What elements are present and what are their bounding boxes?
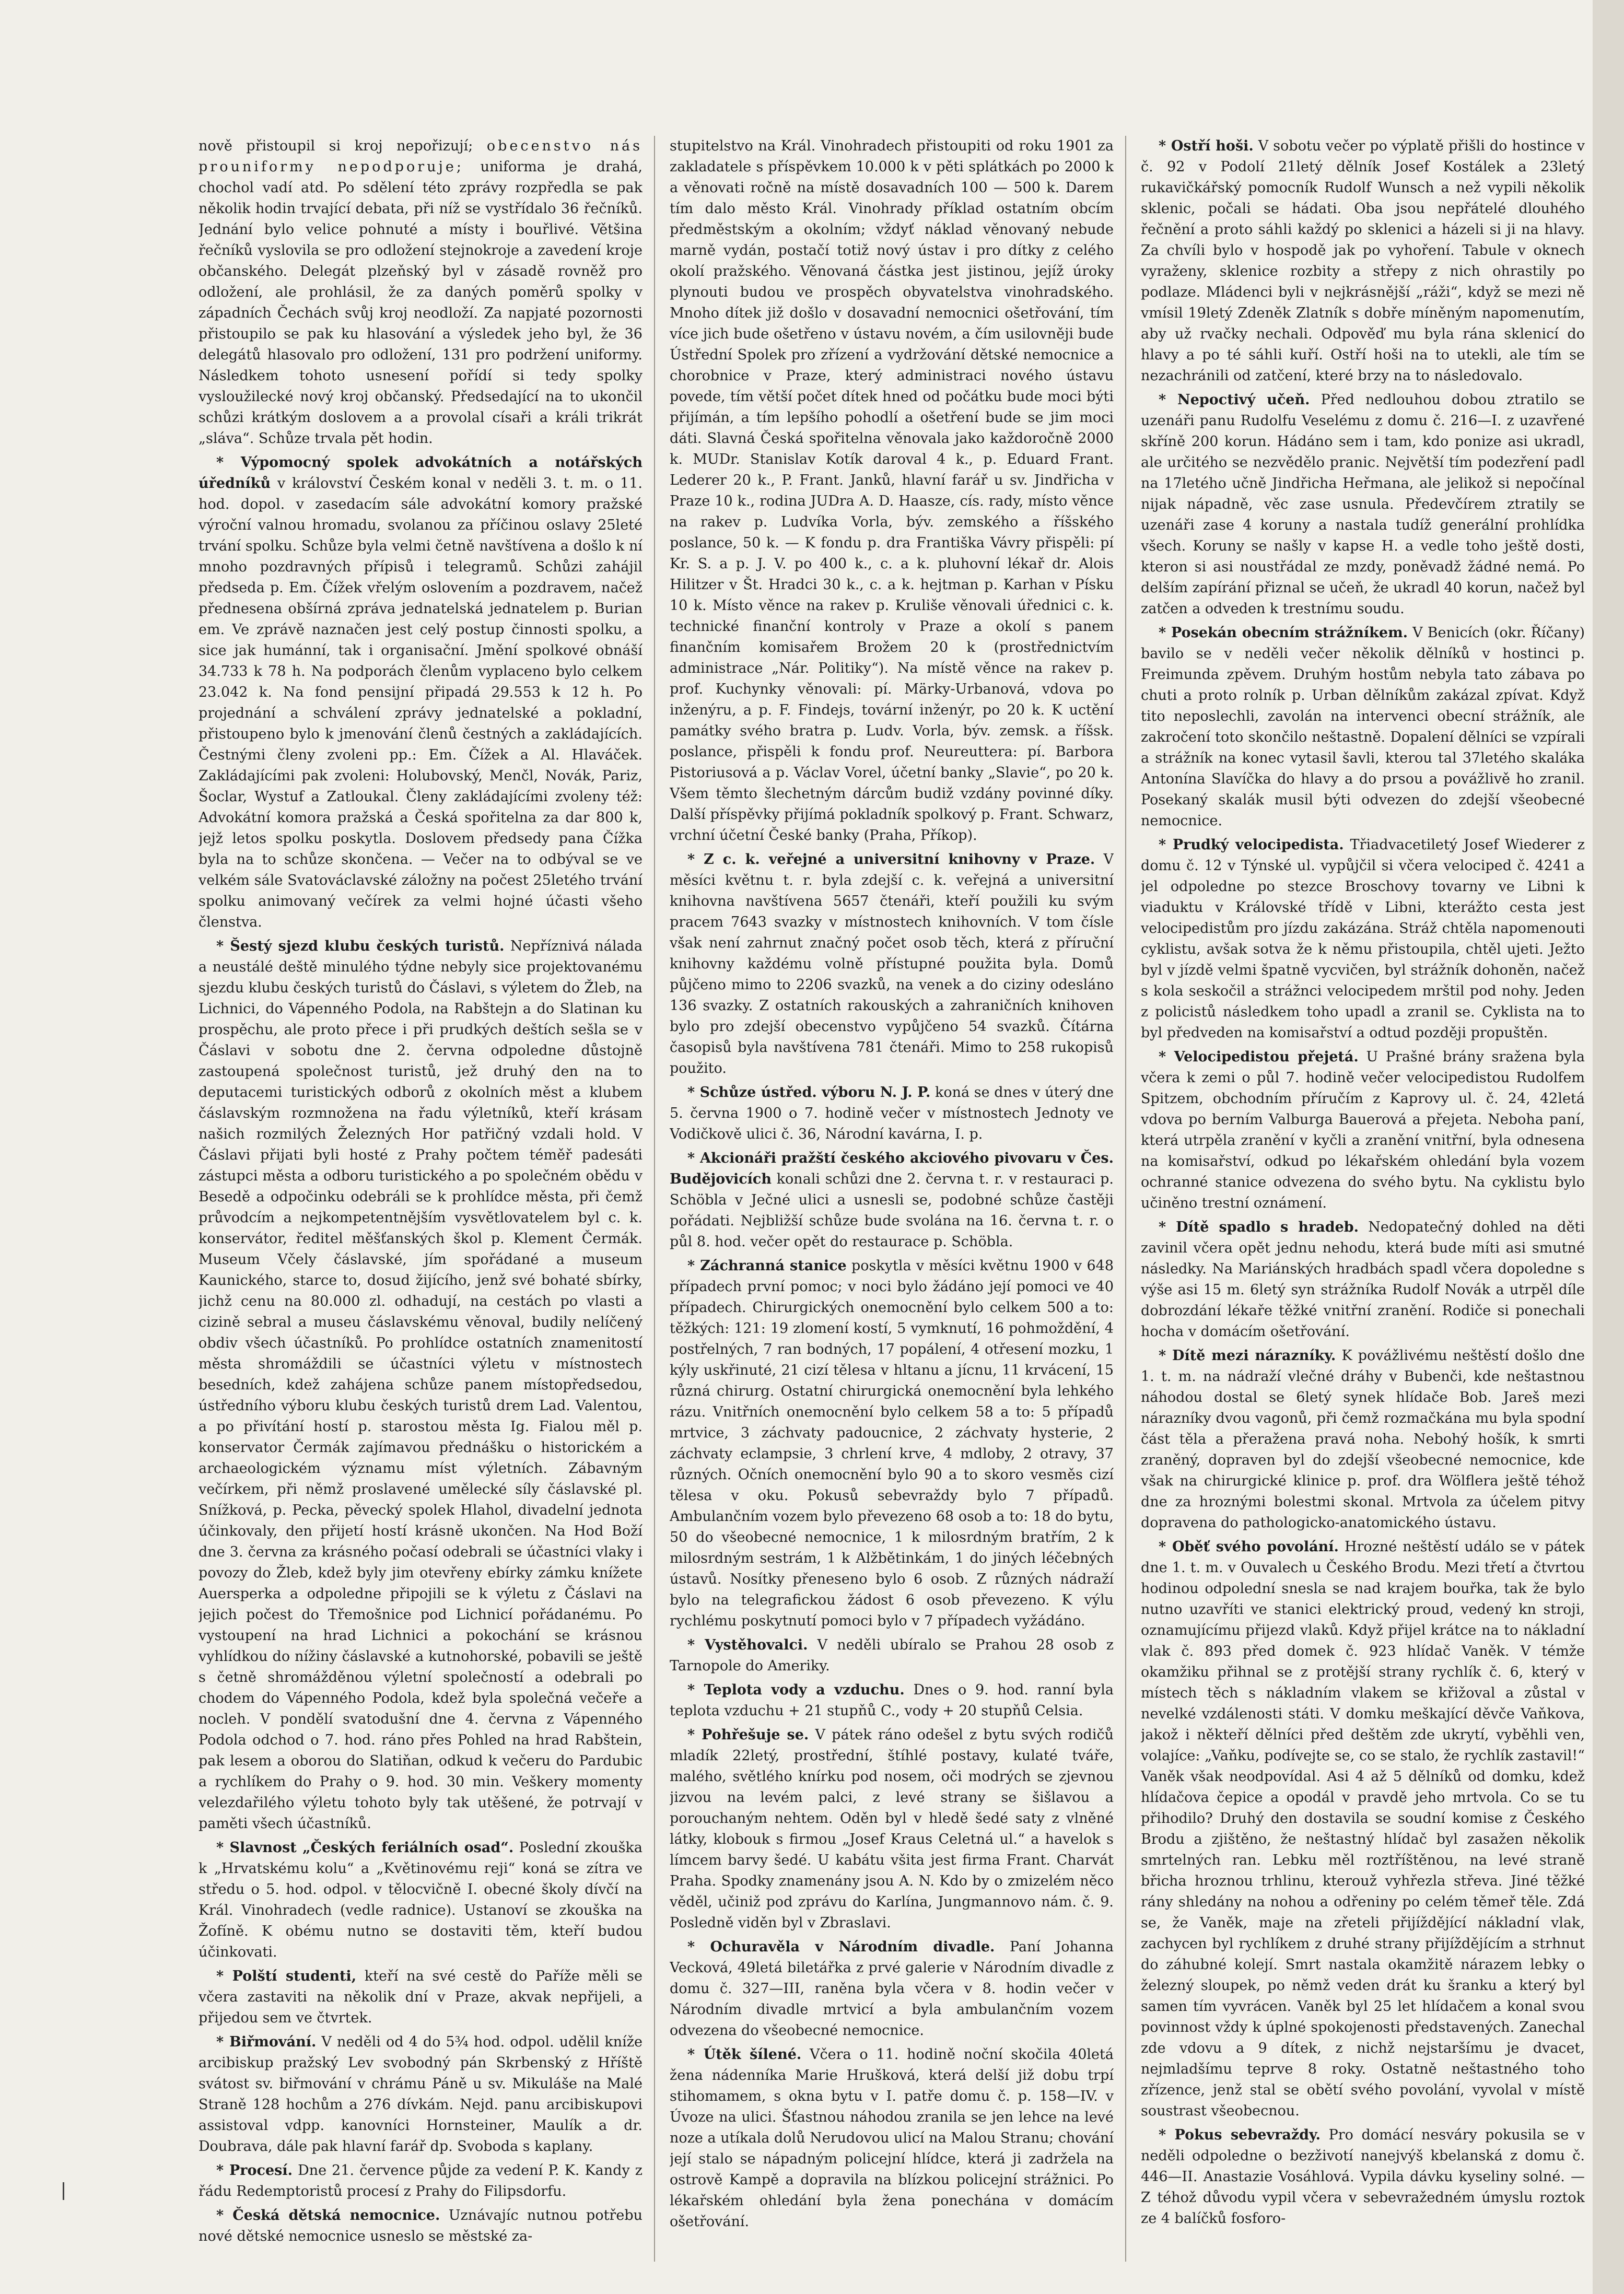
- article-text: v království Českém konal v neděli 3. t. m. o 11. hod. dopol. v zasedacím sále advokátní komory pražské výroční valnou hromadu, svolanou za příčinou oslavy 25leté trvání spolku. Schůze byla velmi četně navštívena a došlo k ní mnoho pozdravných přípisů i telegramů. Schůzi zahájil předseda p. Em. Čížek vřelým oslovením a pozdravem, načež přednesena obšírná zpráva jednatelská jednatelem p. Burian em. Ve zprávě naznačen jest celý postup činnosti spolku, a sice jak humánní, tak i organisační. Jmění spolkové obnáší 34.733 k 78 h. Na podporách členům vyplaceno bylo celkem 23.042 k. Na fond pensijní připadá 29.553 k 12 h. Po projednání a schválení zprávy jednatelské a pokladní, přistoupeno bylo k jmenování členů čestných a zakládajících. Čestnými členy zvoleni pp.: Em. Čížek a Al. Hlaváček. Zakládajícími pak zvoleni: Holubovský, Menčl, Novák, Pariz, Šoclar, Wystuf a Zatloukal. Členy zakládajícími zvoleny též: Advokátní komora pražská a Česká spořitelna za dar 800 k, jejž letos spolku poskytla. Doslovem předsedy pana Čížka byla na to schůze skončena. — Večer na to odbýval se ve velkém sále Svatováclavské záložny na počest 25letého trvání spolku animovaný večírek za velmi hojné účasti všeho členstva.: [198, 475, 642, 930]
- article-paragraph: [670, 1937, 1114, 2041]
- article-text: V neděli od 4 do 5¾ hod. odpol. udělil kníže arcibiskup pražský Lev svobodný pán Skrbenský z Hříště svátost sv. biřmování v chrámu Páně u sv. Mikuláše na Malé Straně 128 hochům a 276 dívkám. Nejd. panu arcibiskupovi assistoval vdpp. kanovníci Hornsteiner, Maulík a dr. Doubrava, dále pak hlavní farář dp. Svoboda s kaplany.: [198, 2034, 642, 2155]
- article-headline: * Procesí.: [216, 2162, 293, 2179]
- article-headline: * Dítě mezi nárazníky.: [1159, 1348, 1336, 1364]
- article-paragraph: [670, 2044, 1114, 2232]
- article-paragraph: [198, 2032, 642, 2157]
- column-1: [198, 136, 642, 2262]
- article-text: V neděli ubíralo se Prahou 28 osob z Tarnopole do Ameriky.: [670, 1637, 1114, 1674]
- article-paragraph: [670, 136, 1114, 846]
- column-3: [1141, 136, 1585, 2262]
- article-headline: * Šestý sjezd klubu českých turistů.: [216, 938, 505, 954]
- article-text: U Prašné brány sražena byla včera k zemi o půl 7. hodině večer velocipedistou Rudolfem Spitzem, obchodním příručím z Kaprovy ul. č. 24, 42letá vdova po berním Valburga Bauerová a přejeta. Neboha paní, která utrpěla zranění v kyčli a zranění vnitřní, byla odnesena na komisařství, odkud po lékařském ohledání byla vozem ochranné stanice odvezena do svého bytu. Na cyklistu bylo učiněno trestní oznámení.: [1141, 1049, 1585, 1211]
- article-text: Třiadvacetiletý Josef Wiederer z domu č. 12 v Týnské ul. vypůjčil si včera velociped č. 4241 a jel odpoledne po stezce Broschovy tovarny ve Libni k viaduktu v Královské třídě v Libni, kterážto cesta jest velocipedistům pro jízdu zakázána. Stráž chtěla napomenouti cyklistu, avšak sotva že k němu přistoupila, chtěl ujeti. Ježto byl v jízdě velmi špatně vycvičen, byl strážník dohoněn, načež s kola seskočil a strážnci velocipedem mrštil pod nohy. Jeden z policistů následkem toho upadl a zranil se. Cyklista na to byl předveden na komisařství a odtud později propuštěn.: [1141, 837, 1585, 1041]
- article-headline: * Akcionáři pražští českého akciového pivovaru v Čes. Budějovicích: [670, 1150, 1114, 1187]
- article-headline: * Česká dětská nemocnice.: [216, 2207, 440, 2223]
- article-text: kteří na své cestě do Paříže měli se včera zastaviti na několik dní v Praze, akvak nepřijeli, a přijedou sem ve čtvrtek.: [198, 1968, 642, 2026]
- article-text: Včera o 11. hodině noční skočila 40letá žena nádenníka Marie Hrušková, která delší již dobu trpí stihomamem, s okna bytu v I. patře domu č. p. 158—IV. v Úvoze na ulici. Šťastnou náhodou zranila se jen lehce na levé noze a utíkala dolů Nerudovou ulicí na Malou Stranu; chování její stalo se nápadným policejní hlídce, která ji zadržela na ostrově Kampě a dopravila na blízkou policejní strážnici. Po lékařském ohledání byla žena ponechána v domácím ošetřování.: [670, 2046, 1114, 2230]
- article-headline: * Polští studenti,: [216, 1968, 357, 1984]
- article-headline: * Pokus sebevraždy.: [1159, 2127, 1321, 2143]
- article-paragraph: [198, 1837, 642, 1963]
- article-text: V sobotu večer po výplatě přišli do hostince v č. 92 v Podolí 21letý dělník Josef Kostálek a 23letý rukavičkářský pomocník Rudolf Wunsch a než vypili několik sklenic, počali se hádati. Oba jsou nepřátelé dlouhého řečnění a proto sáhli každý po sklenici a házeli si ji na hlavy. Za chvíli bylo v hospodě jak po vyhoření. Tabule v oknech vyraženy, sklenice rozbity a střepy z nich ohrastily po podlaze. Mládenci byli v nejkrásnější „ráži“, když se mezi ně vmísil 19letý Zdeněk Zlatník s dobře míněným napomenutím, aby už rvačky nechali. Odpověď mu byla rána sklenicí do hlavy a po té sáhli kuří. Ostří hoši na to utekli, ale tím se nezachránili od zatčení, které brzy na to následovalo.: [1141, 138, 1585, 384]
- article-text: K povážlivému neštěstí došlo dne 1. t. m. na nádraží vlečné dráhy v Bubenči, kde neštastnou náhodou dostal se 6letý synek hlídače Bob. Jareš mezi nárazníky dvou vagonů, při čemž rozmačkána mu byla spodní část těla a přeražena pravá noha. Nebohý hošík, k smrti zraněný, dopraven byl do zdejší všeobecné nemocnice, kde však na chirurgické klinice p. prof. dra Wölflera ještě téhož dne za hroznými bolestmi skonal. Mrtvola za účelem pitvy dopravena do pathologicko-anatomického ústavu.: [1141, 1348, 1585, 1531]
- article-paragraph: [1141, 623, 1585, 832]
- article-text: konali schůzi dne 2. června t. r. v restauraci p. Schöbla v Ječné ulici a usnesli se, podobné schůze častěji pořádati. Nejbližší schůze bude svolána na 16. června t. r. o půl 8. hod. večer opět do restaurace p. Schöbla.: [670, 1171, 1114, 1250]
- article-text: Dnes o 9. hod. ranní byla teplota vzduchu + 21 stupňů C., vody + 20 stupňů Celsia.: [670, 1682, 1114, 1719]
- article-paragraph: [1141, 136, 1585, 387]
- article-paragraph: [670, 1082, 1114, 1145]
- article-text: Uznávajíc nutnou potřebu nové dětské nemocnice usneslo se městské za-: [198, 2207, 642, 2244]
- article-headline: * Oběť svého povolání.: [1159, 1539, 1339, 1555]
- article-text: Před nedlouhou dobou ztratilo se uzenáři panu Rudolfu Veselému z domu č. 216—I. z uzavřené skříně 200 korun. Hádáno sem i tam, kdo ponize asi ukradl, ale určitého se nezvědělo pranic. Největší tím podezření padl na 17letého učně Jindřicha Heřmana, ale jelikož si nepočínal nijak nápadně, věc zase usnula. Předevčírem ztratily se uzenáři zase 4 koruny a nastala tudíž generální prohlídka všech. Koruny se našly v kapse H. a vedle toho ještě dosti, kteron si asi noustřádal ze mzdy, poněvadž žádné nemá. Po delším zapírání přiznal se učeň, že ukradl 40 korun, načež byl zatčen a odveden k trestnímu soudu.: [1141, 392, 1585, 617]
- margin-mark: [63, 2182, 64, 2200]
- article-headline: * Výpomocný spolek advokátních a notářských úředníků: [198, 454, 642, 491]
- article-paragraph: [1141, 1047, 1585, 1214]
- article-paragraph: [1141, 1217, 1585, 1342]
- article-headline: * Záchranná stanice: [687, 1258, 847, 1274]
- article-text: nově přistoupil si kroj nepořizují;: [198, 138, 487, 154]
- article-paragraph: [670, 1148, 1114, 1253]
- article-text: Nedopatečný dohled na děti zavinil včera opět jednu nehodu, která bude míti asi smutné následky. Na Mariánských hradbách spadl včera dopoledne s výše asi 15 m. 6letý syn strážníka Rudolf Novák a utrpěl díle dobrozdání lékaře těžké vnitřní zranění. Rodiče si ponechali hocha v domácím ošetřování.: [1141, 1219, 1585, 1340]
- article-headline: * Z c. k. veřejné a universitní knihovny v Praze.: [687, 851, 1095, 868]
- article-headline: * Vystěhovalci.: [687, 1637, 808, 1653]
- article-paragraph: [670, 1635, 1114, 1677]
- article-text: obecenstvo nás prouniformy nepodporuje: [198, 138, 642, 175]
- article-headline: * Ochuravěla v Národním divadle.: [687, 1939, 995, 1955]
- article-paragraph: [670, 1256, 1114, 1632]
- article-paragraph: [670, 1680, 1114, 1722]
- article-paragraph: [1141, 2125, 1585, 2229]
- article-headline: * Prudký velocipedista.: [1159, 837, 1344, 853]
- article-text: V Benicích (okr. Říčany) bavilo se v neděli večer několik dělníků v hostinci p. Freimunda zpěvem. Druhým hostům nebyla tato zábava po chuti a proto rolník p. Urban dělníkům zakázal zpívat. Když tito neposlechli, zavolán na intervenci obecní strážník, ale zakročení toto skončilo neštastně. Dopalení dělníci se vzpírali a strážník na konec vytasil šavli, kterou tal 37letého skaláka Antonína Slavíčka do hlavy a do prsou a povážlivě ho zranil. Posekaný skalák musil býti odvezen do zdejší všeobecné nemocnice.: [1141, 625, 1585, 829]
- article-headline: * Ostří hoši.: [1159, 138, 1254, 154]
- article-headline: * Posekán obecním strážníkem.: [1159, 625, 1408, 641]
- article-paragraph: [198, 936, 642, 1834]
- article-paragraph: [198, 1966, 642, 2029]
- article-text: Dne 21. července půjde za vedení P. K. Kandy z řádu Redemptoristů procesí z Prahy do Filipsdorfu.: [198, 2162, 642, 2199]
- article-text: Paní Johanna Vecková, 49letá biletářka z prvé galerie v Národním divadle z domu č. 327—III, raněna byla včera v 8. hodin večer v Národním divadle mrtvicí a byla ambulančním vozem odvezena do všeobecné nemocnice.: [670, 1939, 1114, 2039]
- article-headline: * Velocipedistou přejetá.: [1159, 1049, 1359, 1065]
- article-text: Pro domácí nesváry pokusila se v neděli odpoledne o bezživotí nanejvýš kbelanská z domu č. 446—II. Anastazie Vosáhlová. Vypila dávku kyseliny solné. — Z téhož důvodu vypil včera v sebevražedném úmyslu roztok ze 4 balíčků fosforo-: [1141, 2127, 1585, 2227]
- article-text: V měsíci květnu t. r. byla zdejší c. k. veřejná a universitní knihovna navštívena 5657 čtenáři, kteří použili ku svým pracem 7643 svazky v místnostech knihovních. V tom čísle však není zahrnut značný počet osob těch, která z příruční knihovny každému volně přístupné použita byla. Domů půjčeno mimo to 2206 svazků, na venek a do ciziny odesláno 136 svazky. Z ostatních rakouských a zahraničních knihoven bylo pro zdejší obecenstvo vypůjčeno 54 svazků. Čítárna časopisů byla navštívena 781 čtenáři. Mimo to 258 rukopisů použito.: [670, 851, 1114, 1076]
- article-headline: * Pohřešuje se.: [687, 1727, 809, 1743]
- newspaper-page: [198, 136, 1609, 2262]
- article-headline: * Útěk šílené.: [687, 2046, 802, 2063]
- article-text: stupitelstvo na Král. Vinohradech přistoupiti od roku 1901 za zakladatele s příspěvkem 10.000 k v pěti splátkách po 2000 k a věnovati ročně na místě dosavadních 100 — 500 k. Darem tím dalo město Král. Vinohrady příklad ostatním obcím předměstským a okolním; vždyť náklad věnovaný nebude marně vydán, postačí totiž nový ústav i pro dítky z celého okolí pražského. Věnovaná částka jest jistinou, jejíž úroky plynouti budou ve prospěch obyvatelstva vinohradského. Mnoho dítek již došlo v dosavadní nemocnici ošetřování, tím více jich bude ošetřeno v ústavu novém, a čím usilovněji bude Ústřední Spolek pro zřízení a vydržování dětské nemocnice a chorobnice v Praze, který administraci nového ústavu povede, tím větší počet dítek hned od počátku bude moci býti přijímán, a tím lepšího pohodlí a ošetření bude se jim moci dáti. Slavná Česká spořitelna věnovala jako každoročně 2000 k. MUDr. Stanislav Kotík daroval 4 k., p. Eduard Frant. Lederer 20 k., P. Frant. Janků, hlavní farář u sv. Jindřicha v Praze 10 k., rodina JUDra A. D. Haasze, cís. rady, místo věnce na rakev p. Ludvíka Vorla, býv. zemského a říšského poslance, 50 k. — K fondu p. dra Františka Vávry přispěli: pí Kr. S. a p. J. V. po 400 k., c. a k. pluhovní lékař dr. Alois Hilitzer v Št. Hradci 30 k., c. a k. hejtman p. Karhan v Písku 10 k. Místo věnce na rakev p. Kruliše věnovali úřednici c. k. technické finanční kontroly v Praze a okolí s panem finančním komisařem Brožem 20 k (prostřednictvím administrace „Nár. Politiky“). Na místě věnce na rakev p. prof. Kuchynky věnovali: pí. Märky-Urbanová, vdova po inženýru, a p. F. Findejs, tovární inženýr, po 20 k. K uctění památky svého bratra p. Ludv. Vorla, býv. zemsk. a říšsk. poslance, přispěli k fondu prof. Neureuttera: pí. Barbora Pistoriusová a p. Václav Vorel, účetní banky „Slavie“, po 20 k. Všem těmto šlechetným dárcům budiž vzdány povinné díky. Další příspěvky přijímá pokladník spolkový p. Frant. Schwarz, vrchní účetní České banky (Praha, Příkop).: [670, 138, 1114, 844]
- column-rule: [1125, 136, 1126, 2262]
- article-paragraph: [1141, 835, 1585, 1044]
- column-rule: [654, 136, 655, 2262]
- article-text: poskytla v měsíci květnu 1900 v 648 případech první pomoc; v noci bylo žádáno její pomoci ve 40 případech. Chirurgických onemocnění bylo celkem 500 a to: těžkých: 121: 19 zlomení kostí, 5 vymknutí, 16 pohmoždění, 4 postřelných, 7 ran bodných, 17 popálení, 4 otřesení mozku, 1 kýly uskřinuté, 21 cizí tělesa v hltanu a jícnu, 11 krvácení, 15 různá chirurg. Ostatní chirurgická onemocnění byla lehkého rázu. Vnitřních onemocnění bylo celkem 58 a to: 5 případů mrtvice, 3 záchvaty padoucnice, 2 záchvaty hysterie, 2 záchvaty eclampsie, 3 chrlení krve, 4 mdloby, 2 otravy, 37 různých. Očních onemocnění bylo 90 a to skoro vesměs cizí tělesa v oku. Pokusů sebevraždy bylo 7 případů. Ambulančním vozem bylo převezeno 68 osob a to: 18 do bytu, 50 do všeobecné nemocnice, 1 k milosrdným bratřím, 2 k milosrdným sestrám, 1 k Alžbětinkám, 1 do jiných léčebných ústavů. Nosítky přeneseno bylo 6 osob. Z různých nádraží bylo na telegrafickou žádost 6 osob převezeno. K výlu rychlému poskytnutí pomoci bylo v 7 případech vyžádáno.: [670, 1258, 1114, 1629]
- article-paragraph: [1141, 1345, 1585, 1534]
- article-paragraph: [198, 136, 642, 449]
- article-text: ; uniforma je drahá, chochol vadí atd. Po sdělení této zprávy rozpředla se pak několik hodin trvající debata, při níž se vystřídalo 36 řečníků. Jednání bylo velice pohnuté a místy i bouřlivé. Většina řečníků vyslovila se pro odložení stejnokroje a zavedení kroje občanského. Delegát plzeňský byl v zásadě rovněž pro odložení, ale prohlásil, že za daných poměrů spolky v západních Čechách svůj kroj neodloží. Za napjaté pozornosti přistoupilo se pak ku hlasování a výsledek jeho byl, že 36 delegátů hlasovalo pro odložení, 131 pro podržení uniformy. Následkem tohoto usnesení pořídí si tedy spolky vysloužilecké nový kroj občanský. Předsedající na to ukončil schůzi krátkým doslovem a a provolal císaři a králi trikrát „sláva“. Schůze trvala pět hodin.: [198, 159, 642, 447]
- article-text: Poslední zkouška k „Hrvatskému kolu“ a „Květinovému reji“ koná se zítra ve středu o 5. hod. odpol. v tělocvičně I. obecné školy dívčí na Král. Vinohradech (vedle radnice). Ustanoví se zkouška na Žofíně. K obému nutno se dostaviti těm, kteří budou účinkovati.: [198, 1840, 642, 1960]
- article-paragraph: [670, 849, 1114, 1079]
- article-headline: * Biřmování.: [216, 2034, 317, 2050]
- article-paragraph: [1141, 390, 1585, 619]
- article-headline: * Dítě spadlo s hradeb.: [1159, 1219, 1359, 1235]
- article-text: Hrozné neštěstí událo se v pátek dne 1. t. m. v Ouvalech u Českého Brodu. Mezi třetí a čtvrtou hodinou odpolední snesla se nad krajem bouřka, tak že bylo nutno uzavříti ve stanici elektrický proud, vedený kn stroji, oznamujícímu přijezd vlaků. Když přijel krátce na to nákladní vlak č. 893 před domek č. 923 hlídač Vaněk. V témže okamžiku přihnal se z protější strany rychlík č. 6, který v místech těch s nákladním vlakem se křižoval a zůstal v nevelké vzdálenosti státi. V domku meškající děvče Vaňkova, jakož i někteří dělníci před deštěm zde ukrytí, vyběhli ven, volajíce: „Vaňku, podívejte se, co se stalo, že rychlík zastavil!“ Vaněk však neodpovídal. Asi 4 až 5 dělníků od domku, kdež hlídačova čepice a opodál v pravdě jeho mrtvola. Co se tu přihodilo? Druhý den dostavila se soudní komise z Českého Brodu a zjištěno, že neštastný hlídač byl zasažen několik smrtelných ran. Lebku měl roztříštěnou, na levé straně břicha hroznou trhlinu, kterouž vyhřezla střeva. Jiné těžké rány shledány na nohou a odřeniny po celém těmeř těle. Zdá se, že Vaněk, maje na zřeteli přijíždějící nákladní vlak, zachycen byl rychlíkem z druhé strany přijíždějícím a strhnut do záhubné kolejí. Smrt nastala okamžitě nárazem lebky o železný sloupek, po němž veden drát ku šranku a který byl samen tím vyvrácen. Vaněk byl 25 let hlídačem a konal svou povinnost vždy k úplné spokojenosti představených. Zanechal zde vdovu a 9 dítek, z nichž nejstaršímu je dvacet, nejmladšímu teprve 8 roky. Ostatně neštastného toho zřízence, jenž stal se obětí svého povolání, vyvolal v místě soustrast všeobecnou.: [1141, 1539, 1585, 2119]
- article-headline: * Teplota vody a vzduchu.: [687, 1682, 905, 1698]
- article-headline: * Schůze ústřed. výboru N. J. P.: [687, 1084, 931, 1101]
- article-paragraph: [670, 1725, 1114, 1934]
- article-text: Nepříznivá nálada a neustálé deště minulého týdne nebyly sice projektovanému sjezdu klubu českých turistů do Čáslavi, s výletem do Žleb, na Lichnici, do Vápenného Podola, na Rabštejn a do Slatinan ku prospěchu, ale proto přece i při prudkých deštích sešla se v Čáslavi v sobotu dne 2. června odpoledne důstojně zastoupená společnost turistů, jež druhý den na to deputacemi turistických odborů z okolních měst a klubem čáslavským rozmnožena na řadu výletníků, kteří krásam našich rozmilých Železných Hor patřičný vzdali hold. V Čáslavi přijati byli hosté z Prahy počtem téměř padesáti zástupci města a odboru turistického a po společném obědu v Besedě a odpočinku odebráli se k prohlídce města, při čemž průvodcím a nejkompetentnějším vysvětlovatelem byl c. k. konservátor, ředitel měšťanských škol p. Klement Čermák. Museum Včely čáslavské, jím spořádané a museum Kaunického, starce to, dosud žijícího, jenž své bohaté sbírky, jichž cenu na 80.000 zl. odhadují, na cestách po vlasti a cizině sebral a museu čáslavskému věnoval, budily nelíčený obdiv všech účastníků. Po prohlídce ostatních znamenitostí města shromáždili se účastníci výletu v místnostech besedních, kdež zahájena schůze panem místopředsedou, ústředního výboru klubu českých turistů drem Lad. Valentou, a po přivítání hostí p. starostou města Ig. Fialou měl p. konservator Čermák zajímavou přednášku o historickém a archaeologickém významu míst výletních. Zábavným večírkem, při němž proslavené umělecké síly čáslavské pl. Snížková, p. Pecka, pěvecký spolek Hlahol, divadelní jednota účinkovaly, den přijetí hostí krásně ukončen. Na Hod Boží dne 3. června za krásného počasí odebrali se účastníci vlaky i povozy do Žleb, kdež byly jim otevřeny ebírky zámku knížete Auersperka a odpoledne připojili se k výletu z Čáslavi na jejich počest do Třemošnice pod Lichnicí pořádanému. Po vystoupení na hrad Lichnici a pokochání se krásnou vyhlídkou do nížiny čáslavské a kutnohorské, pobavili se ještě s četně shromážděnou výletní společností a odebrali po chodem do Vápenného Podola, kdež byla společná večeře a nocleh. V pondělí svatodušní dne 4. června z Vápenného Podola odchod o 7. hod. ráno přes Pohled na hrad Rabštein, pak lesem a oborou do Slatiňan, odkud k večeru do Pardubic a rychlíkem do Prahy o 9. hod. 30 min. Veškery momenty velezdařilého výletu tohoto byly tak utěšené, že potrvají v paměti všech účastníků.: [198, 938, 642, 1832]
- article-headline: * Slavnost „Českých feriálních osad“.: [216, 1840, 514, 1856]
- article-paragraph: [198, 2160, 642, 2202]
- article-headline: * Nepoctivý učeň.: [1159, 392, 1310, 408]
- column-2: [670, 136, 1114, 2262]
- article-paragraph: [1141, 1537, 1585, 2122]
- article-paragraph: [198, 2205, 642, 2247]
- article-text: V pátek ráno odešel z bytu svých rodičů mladík 22letý, prostřední, štíhlé postavy, kulaté tváře, malého, světlého knírku pod nosem, oči modrých se zjevnou jizvou na levém palci, z levé strany se šišlavou a porouchaným nehtem. Oděn byl v hledě šedé saty z vlněné látky, klobouk s firmou „Josef Kraus Celetná ul.“ a havelok s límcem barvy šedé. U kabátu všita jest firma Frant. Charvát Praha. Spodky znamenány jsou A. N. Kdo by o zmizelém něco věděl, učiniž pod zprávu do Karlína, Jungmannovo nám. č. 9. Posledně viděn byl v Zbraslavi.: [670, 1727, 1114, 1931]
- article-paragraph: [198, 452, 642, 933]
- article-text: koná se dnes v úterý dne 5. června 1900 o 7. hodině večer v místnostech Jednoty ve Vodičkově ulici č. 36, Národní kavárna, I. p.: [670, 1084, 1114, 1142]
